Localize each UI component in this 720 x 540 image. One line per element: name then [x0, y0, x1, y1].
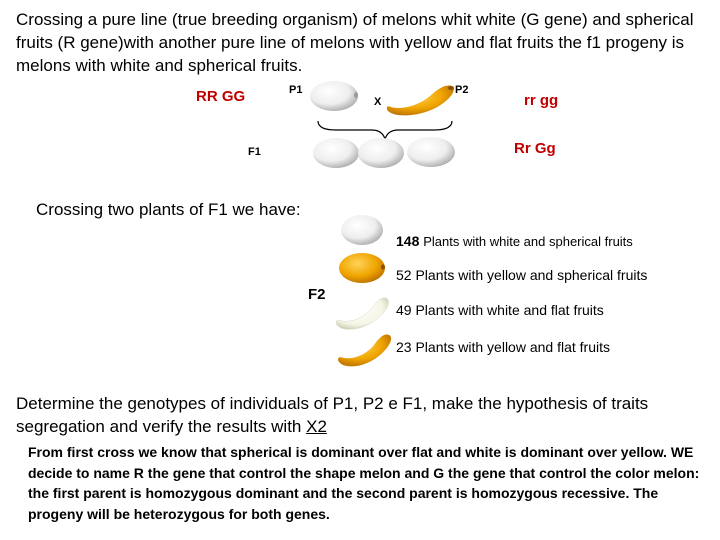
result-text: Plants with yellow and flat fruits — [415, 339, 610, 355]
result-count: 52 — [396, 267, 412, 283]
f2-result-yellow-spherical — [396, 267, 647, 283]
chi-square-label: X2 — [306, 417, 327, 436]
yellow-spherical-melon-icon — [339, 253, 385, 283]
result-count: 49 — [396, 302, 412, 318]
white-flat-melon-icon — [336, 298, 388, 329]
result-text: Plants with yellow and spherical fruits — [415, 267, 648, 283]
question-body: Determine the genotypes of individuals of P1, P2 e F1, make the hypothesis of traits segregation and verify the results with — [16, 394, 649, 436]
result-count: 23 — [396, 339, 412, 355]
white-spherical-melon-icon — [310, 81, 358, 111]
white-spherical-melon-icon — [313, 138, 359, 168]
white-spherical-melon-icon — [358, 138, 404, 168]
f2-result-yellow-flat — [396, 339, 610, 355]
white-spherical-melon-icon — [407, 137, 455, 167]
f1-label: F1 — [248, 146, 261, 158]
result-text: Plants with white and flat fruits — [415, 302, 604, 318]
f2-result-white-flat — [396, 302, 604, 318]
f2-result-white-spherical — [396, 233, 633, 249]
p1-label: P1 — [289, 84, 303, 96]
f1-genotype: Rr Gg — [514, 140, 556, 157]
result-count: 148 — [396, 233, 420, 249]
white-spherical-melon-icon — [341, 215, 383, 245]
cross-brace — [318, 121, 452, 139]
yellow-flat-melon-icon — [338, 335, 391, 367]
f2-label: F2 — [308, 286, 326, 303]
question-text — [16, 392, 716, 438]
cross-symbol: X — [374, 96, 382, 108]
yellow-flat-melon-icon — [387, 86, 454, 116]
p2-label: P2 — [455, 84, 469, 96]
result-text: Plants with white and spherical fruits — [423, 234, 633, 249]
p1-genotype: RR GG — [196, 88, 246, 105]
p2-genotype: rr gg — [524, 92, 559, 109]
cross2-heading: Crossing two plants of F1 we have: — [36, 200, 301, 219]
answer-text: From first cross we know that spherical is dominant over flat and white is dominant over yellow. WE decide to name R the gene that control the shape melon and G the gene that control the color melon: the first parent is homozygous dominant and the second parent is homozygous recessive. The progeny will be heterozygous for both genes. — [28, 444, 700, 522]
intro-text: Crossing a pure line (true breeding organism) of melons whit white (G gene) and spherical fruits (R gene)with another pure line of melons with yellow and flat fruits the f1 progeny is melons with white and spherical fruits. — [16, 10, 694, 75]
